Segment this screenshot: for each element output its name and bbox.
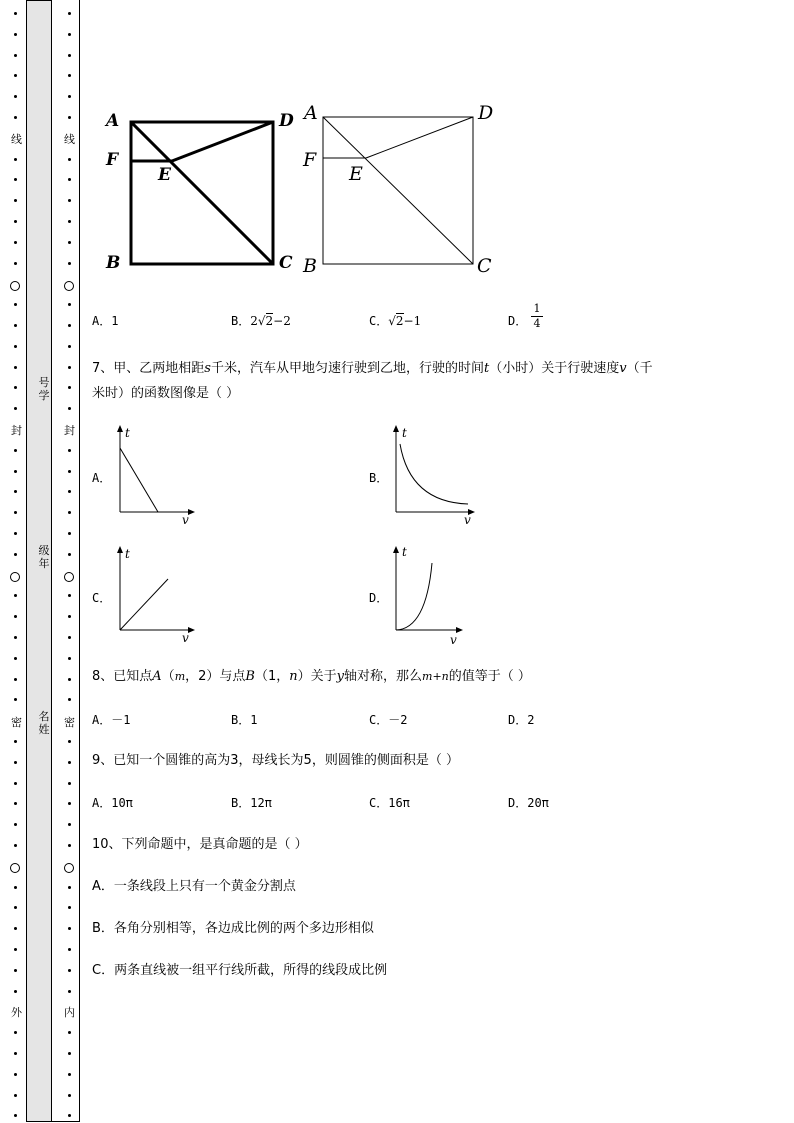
fraction-numerator: 1: [533, 302, 541, 315]
binding-dot: [14, 927, 17, 930]
outer-label-mi: 密: [11, 716, 22, 729]
binding-dot: [68, 345, 71, 348]
binding-dot: [14, 636, 17, 639]
q7-graph-b-x-label: v: [464, 513, 471, 526]
outer-label-wai: 外: [11, 1006, 22, 1019]
binding-dot: [68, 615, 71, 618]
q8-option-a: A．－1: [92, 713, 131, 727]
binding-hole-icon: [10, 572, 20, 582]
binding-dot: [14, 490, 17, 493]
q7-graph-d-y-label: t: [402, 545, 407, 559]
q8-stem: [92, 666, 531, 688]
inner-label-xian: 线: [64, 133, 75, 146]
left-label-a: A: [106, 111, 120, 131]
q6-option-d-letter: D．: [508, 314, 528, 328]
inner-label-feng: 封: [64, 424, 75, 437]
q8-point-b: B: [245, 669, 255, 684]
binding-dot: [68, 1094, 71, 1097]
binding-dot: [68, 678, 71, 681]
binding-dot: [14, 470, 17, 473]
right-label-e: E: [349, 163, 363, 185]
q9-stem: 9、已知一个圆锥的高为3，母线长为5，则圆锥的侧面积是（ ）: [92, 753, 459, 768]
binding-dot: [68, 802, 71, 805]
binding-dot: [14, 969, 17, 972]
q6-option-b-coefficient: 2: [250, 314, 258, 328]
binding-dot: [68, 386, 71, 389]
binding-dot: [14, 761, 17, 764]
label-student-number: 号学: [38, 376, 50, 402]
q7-text: 7、甲、乙两地相距: [92, 361, 205, 376]
binding-dot: [68, 407, 71, 410]
binding-dot: [68, 511, 71, 514]
binding-dot: [14, 1031, 17, 1034]
q8-text: 轴对称，那么: [344, 669, 423, 684]
binding-dot: [14, 95, 17, 98]
binding-dot: [68, 199, 71, 202]
binding-dot: [68, 95, 71, 98]
q10-option-c: C．两条直线被一组平行线所截，所得的线段成比例: [92, 963, 388, 978]
binding-dot: [14, 54, 17, 57]
square-figure-left: [131, 122, 273, 264]
q6-option-c-rest: −1: [403, 314, 422, 328]
binding-dot: [68, 927, 71, 930]
q7-stem-line1: [92, 358, 653, 380]
right-label-d: D: [478, 102, 494, 124]
binding-dot: [68, 324, 71, 327]
binding-dot: [68, 782, 71, 785]
q7-graph-a-y-label: t: [125, 426, 130, 440]
binding-hole-icon: [64, 863, 74, 873]
binding-dot: [68, 740, 71, 743]
q8-text: （1，: [254, 669, 290, 684]
q7-text: 千米，汽车从甲地匀速行驶到乙地，行驶的时间: [210, 361, 484, 376]
sqrt-sign: √: [257, 314, 266, 328]
binding-dot: [14, 33, 17, 36]
q9-option-c: C．16π: [369, 796, 410, 810]
binding-dot: [14, 553, 17, 556]
binding-dot: [68, 657, 71, 660]
binding-dot: [68, 823, 71, 826]
label-name: 名姓: [38, 710, 50, 736]
q7-option-b-letter: B．: [369, 471, 389, 485]
binding-dot: [14, 532, 17, 535]
q8-option-c: C．－2: [369, 713, 408, 727]
inner-label-mi: 密: [64, 716, 75, 729]
left-label-f: F: [106, 150, 119, 170]
binding-dot: [68, 1052, 71, 1055]
q6-option-d: [508, 312, 527, 330]
label-grade: 级年: [38, 544, 50, 570]
binding-dot: [68, 553, 71, 556]
binding-dot: [68, 761, 71, 764]
outer-dotted-line: [9, 0, 23, 1123]
binding-dot: [68, 262, 71, 265]
q6-option-c: [369, 312, 421, 330]
binding-dot: [68, 1073, 71, 1076]
binding-dot: [14, 948, 17, 951]
binding-dot: [68, 886, 71, 889]
q8-text: 8、已知点: [92, 669, 153, 684]
binding-dot: [68, 366, 71, 369]
inner-label-nei: 内: [64, 1006, 75, 1019]
q7-text: （小时）关于行驶速度: [489, 361, 620, 376]
binding-dot: [68, 241, 71, 244]
binding-dot: [14, 1073, 17, 1076]
q7-graph-c-y-label: t: [125, 547, 130, 561]
binding-dot: [14, 782, 17, 785]
q6-option-b-radicand: 2: [265, 314, 274, 328]
q7-option-c-letter: C．: [92, 591, 112, 605]
q7-graph-a-x-label: v: [182, 513, 189, 526]
binding-dot: [14, 386, 17, 389]
q8-option-b: B．1: [231, 713, 258, 727]
sqrt-sign: √: [388, 314, 396, 328]
q6-option-a: [92, 312, 118, 330]
q7-graph-d: [388, 545, 468, 647]
binding-dot: [14, 241, 17, 244]
q6-option-c-letter: C．: [369, 314, 389, 328]
binding-dot: [68, 178, 71, 181]
binding-dot: [68, 698, 71, 701]
q7-graph-c: [112, 545, 198, 645]
binding-hole-icon: [64, 281, 74, 291]
binding-dot: [68, 948, 71, 951]
q8-var-m-plus-n: m+n: [422, 670, 449, 683]
binding-hole-icon: [10, 281, 20, 291]
q7-graph-d-x-label: v: [450, 633, 457, 647]
q10-stem: 10、下列命题中，是真命题的是（ ）: [92, 837, 308, 852]
fraction-denominator: 4: [531, 316, 543, 331]
q9-option-a: A．10π: [92, 796, 133, 810]
q6-option-b-letter: B．: [231, 314, 251, 328]
q7-option-d-letter: D．: [369, 591, 389, 605]
binding-dot: [68, 636, 71, 639]
right-label-c: C: [477, 255, 492, 277]
left-label-c: C: [279, 253, 293, 273]
binding-dot: [68, 116, 71, 119]
q6-option-a-letter: A．: [92, 314, 112, 328]
q7-graph-a: [112, 424, 198, 526]
inner-dotted-line: [63, 0, 77, 1123]
binding-dot: [14, 178, 17, 181]
q7-var-v: v: [619, 361, 627, 376]
q6-option-a-value: 1: [111, 314, 119, 328]
right-label-a: A: [304, 102, 318, 124]
binding-dot: [14, 802, 17, 805]
binding-dot: [14, 990, 17, 993]
binding-dot: [14, 324, 17, 327]
q7-graph-b-y-label: t: [402, 426, 407, 440]
binding-dot: [14, 199, 17, 202]
binding-dot: [14, 1114, 17, 1117]
binding-dot: [68, 969, 71, 972]
binding-dot: [14, 116, 17, 119]
left-label-d: D: [279, 111, 294, 131]
q6-option-b: [231, 312, 291, 330]
q8-var-y: y: [336, 669, 344, 684]
q9-option-b: B．12π: [231, 796, 272, 810]
binding-dot: [14, 12, 17, 15]
binding-hole-icon: [64, 572, 74, 582]
binding-dot: [68, 303, 71, 306]
binding-dot: [14, 594, 17, 597]
q8-option-d: D．2: [508, 713, 535, 727]
q7-graph-b: [388, 424, 478, 526]
q8-var-n: n: [289, 669, 298, 684]
q7-var-s: s: [204, 361, 211, 376]
binding-dot: [14, 366, 17, 369]
binding-dot: [14, 449, 17, 452]
q8-text: ，2）与点: [185, 669, 246, 684]
binding-dot: [14, 1094, 17, 1097]
binding-hole-icon: [10, 863, 20, 873]
q10-option-b: B．各角分别相等，各边成比例的两个多边形相似: [92, 921, 374, 936]
square-figure-right: [323, 117, 473, 264]
binding-dot: [14, 511, 17, 514]
binding-dot: [14, 262, 17, 265]
q6-option-d-fraction: [531, 302, 543, 331]
binding-dot: [14, 657, 17, 660]
binding-dot: [14, 906, 17, 909]
q8-var-m: m: [174, 670, 186, 683]
binding-dot: [14, 158, 17, 161]
right-label-b: B: [303, 255, 317, 277]
binding-dot: [68, 844, 71, 847]
q7-var-t: t: [483, 361, 490, 376]
binding-dot: [14, 740, 17, 743]
binding-dot: [68, 470, 71, 473]
binding-dot: [68, 33, 71, 36]
outer-label-feng: 封: [11, 424, 22, 437]
binding-dot: [14, 407, 17, 410]
binding-dot: [14, 345, 17, 348]
binding-dot: [14, 303, 17, 306]
binding-dot: [14, 698, 17, 701]
q7-stem-line2: 米时）的函数图像是（ ）: [92, 386, 240, 401]
binding-dot: [68, 906, 71, 909]
q6-option-c-radicand: 2: [395, 314, 404, 328]
binding-dot: [68, 54, 71, 57]
right-label-f: F: [303, 149, 317, 171]
binding-dot: [68, 490, 71, 493]
q6-option-b-rest: −2: [273, 314, 291, 328]
binding-dot: [68, 74, 71, 77]
binding-dot: [14, 220, 17, 223]
binding-dot: [68, 1031, 71, 1034]
binding-dot: [68, 1114, 71, 1117]
q7-graph-c-x-label: v: [182, 631, 189, 645]
binding-dot: [14, 615, 17, 618]
q8-text: 的值等于（ ）: [448, 669, 531, 684]
binding-dot: [14, 886, 17, 889]
left-label-b: B: [106, 253, 121, 273]
q10-option-a: A．一条线段上只有一个黄金分割点: [92, 879, 296, 894]
q9-option-d: D．20π: [508, 796, 549, 810]
binding-dot: [68, 449, 71, 452]
binding-dot: [68, 594, 71, 597]
outer-label-xian: 线: [11, 133, 22, 146]
left-label-e: E: [158, 165, 171, 185]
binding-dot: [14, 678, 17, 681]
binding-dot: [14, 844, 17, 847]
q8-point-a: A: [152, 669, 162, 684]
binding-dot: [68, 12, 71, 15]
q8-text: （: [161, 669, 175, 684]
binding-dot: [68, 220, 71, 223]
q7-option-a-letter: A．: [92, 471, 112, 485]
binding-dot: [68, 532, 71, 535]
binding-dot: [68, 158, 71, 161]
binding-dot: [14, 74, 17, 77]
q8-text: ）关于: [297, 669, 337, 684]
binding-dot: [14, 823, 17, 826]
q6-figures: [100, 100, 500, 280]
binding-dot: [68, 990, 71, 993]
binding-dot: [14, 1052, 17, 1055]
q7-text: （千: [626, 361, 653, 376]
